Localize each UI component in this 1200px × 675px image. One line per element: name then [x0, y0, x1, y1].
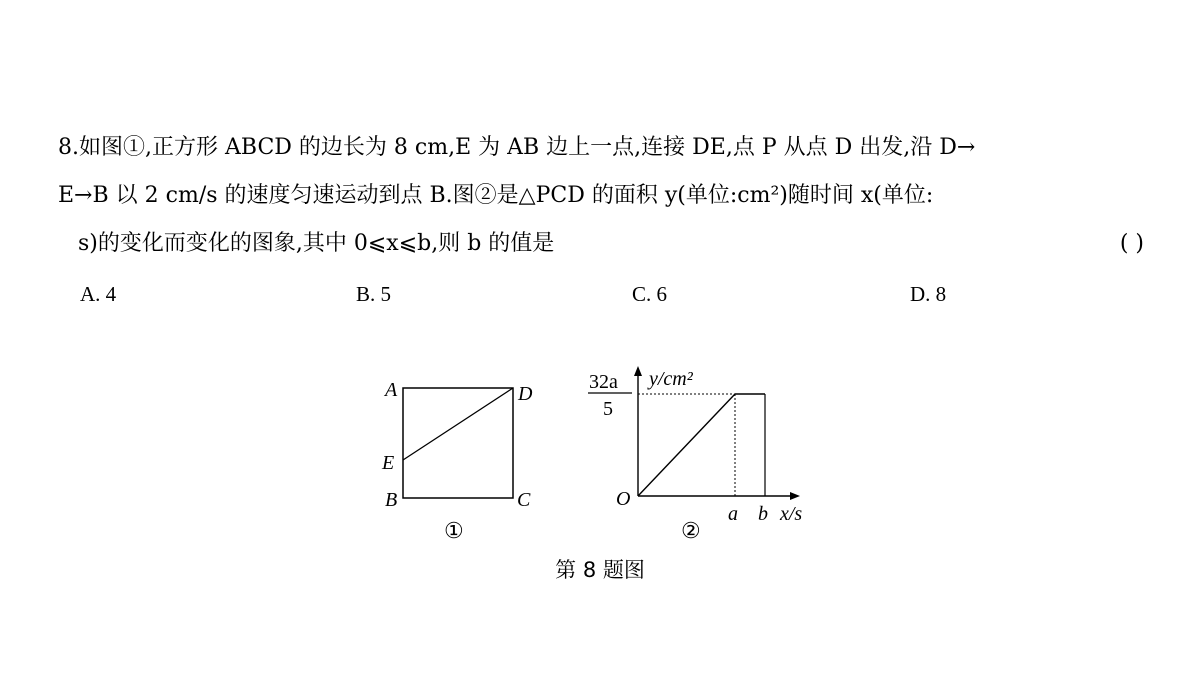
figure-2-number: ② — [681, 518, 701, 543]
graph-rising-segment — [638, 394, 735, 496]
x-axis-arrow — [790, 492, 800, 500]
option-c[interactable]: C. 6 — [632, 282, 668, 306]
option-b[interactable]: B. 5 — [356, 282, 392, 306]
label-d: D — [518, 383, 533, 405]
figure-area — [370, 360, 830, 550]
y-axis-arrow — [634, 366, 642, 376]
question-line-2: E→B 以 2 cm/s 的速度匀速运动到点 B.图②是△PCD 的面积 y(单位:cm²)随时间 x(单位: — [58, 183, 934, 208]
x-label-a: a — [728, 503, 738, 525]
y-value-numerator: 32a — [589, 371, 618, 393]
figure-1-number: ① — [444, 518, 464, 543]
option-a[interactable]: A. 4 — [80, 282, 117, 306]
answer-bracket: ( ) — [1119, 231, 1144, 256]
question-line-1: 8.如图①,正方形 ABCD 的边长为 8 cm,E 为 AB 边上一点,连接 DE,点 P 从点 D 出发,沿 D→ — [58, 135, 976, 160]
figure-caption: 第 8 题图 — [555, 558, 645, 582]
segment-de — [403, 388, 513, 460]
x-axis-label: x/s — [780, 503, 803, 525]
figure-1-square — [381, 379, 533, 543]
square-abcd — [403, 388, 513, 498]
question-line-3: s)的变化而变化的图象,其中 0⩽x⩽b,则 b 的值是 ( ) — [58, 229, 1144, 259]
label-c: C — [517, 489, 531, 511]
y-axis-label: y/cm² — [649, 368, 693, 390]
label-a: A — [385, 379, 398, 401]
label-e: E — [382, 452, 395, 474]
origin-label: O — [616, 488, 631, 510]
y-value-denominator: 5 — [603, 398, 613, 420]
figure-2-graph — [588, 366, 802, 543]
option-d[interactable]: D. 8 — [910, 282, 947, 306]
label-b: B — [385, 489, 398, 511]
x-label-b: b — [758, 503, 768, 525]
